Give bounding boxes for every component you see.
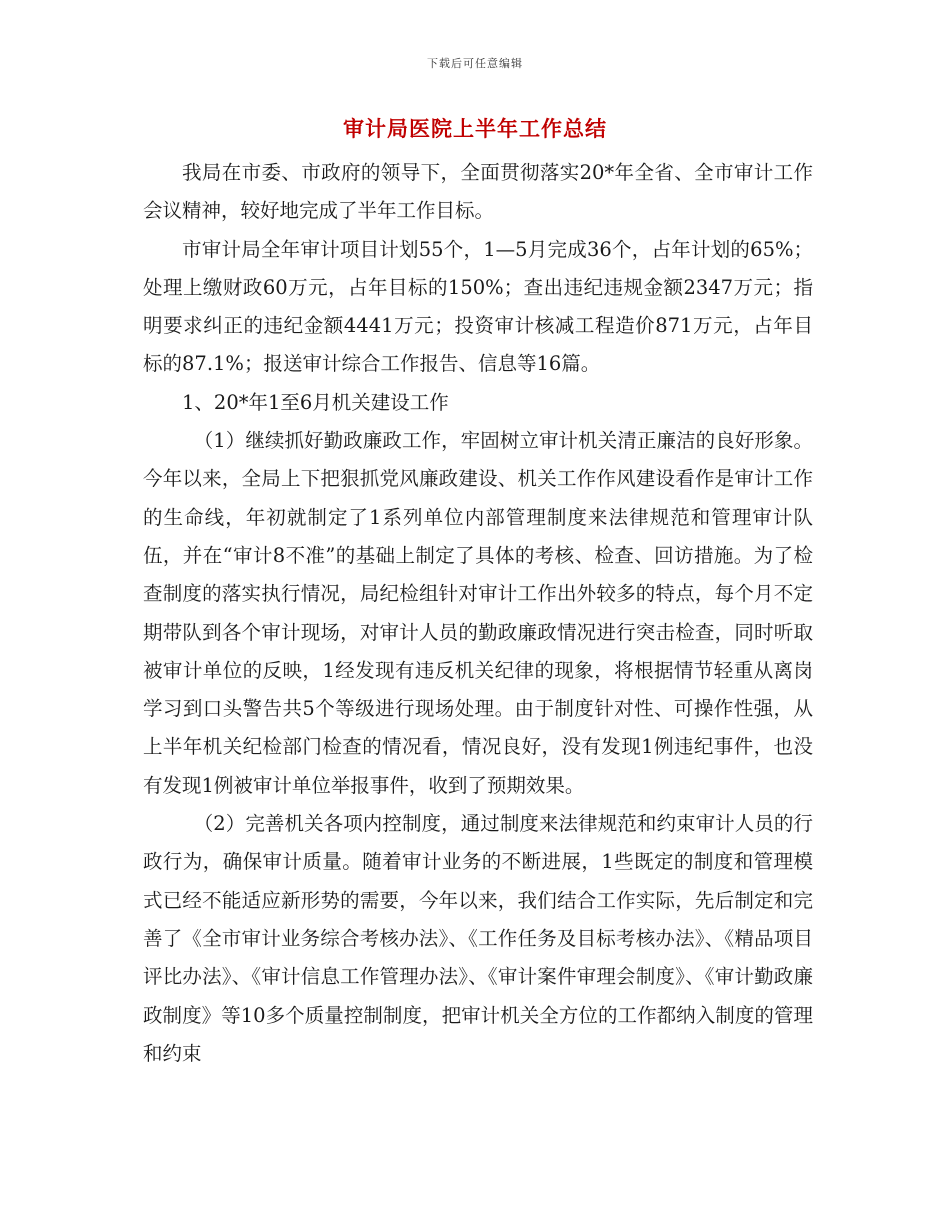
section-heading: 1、20*年1至6月机关建设工作: [182, 390, 449, 414]
paragraph-item-1: （1）继续抓好勤政廉政工作，牢固树立审计机关清正廉洁的良好形象。今年以来，全局上下把狠抓党风廉政建设、机关工作作风建设看作是审计工作的生命线，年初就制定了1系列单位内部管理制度来法律规范和管理审计队伍，并在“审计8不准”的基础上制定了具体的考核、检查、回访措施。为了检查制度的落实执行情况，局纪检组针对审计工作出外较多的特点，每个月不定期带队到各个审计现场，对审计人员的勤政廉政情况进行突击检查，同时听取被审计单位的反映，1经发现有违反机关纪律的现象，将根据情节轻重从离岗学习到口头警告共5个等级进行现场处理。由于制度针对性、可操作性强，从上半年机关纪检部门检查的情况看，情况良好，没有发现1例违纪事件，也没有发现1例被审计单位举报事件，收到了预期效果。: [143, 429, 813, 797]
header-note: 下载后可任意编辑: [427, 57, 523, 70]
paragraph-item-2: （2）完善机关各项内控制度，通过制度来法律规范和约束审计人员的行政行为，确保审计质量。随着审计业务的不断进展，1些既定的制度和管理模式已经不能适应新形势的需要，今年以来，我们结合工作实际，先后制定和完善了《全市审计业务综合考核办法》、《工作任务及目标考核办法》、《精品项目评比办法》、《审计信息工作管理办法》、《审计案件审理会制度》、《审计勤政廉政制度》等10多个质量控制制度，把审计机关全方位的工作都纳入制度的管理和约束: [143, 812, 813, 1065]
paragraph-statistics: 市审计局全年审计项目计划55个，1—5月完成36个，占年计划的65%；处理上缴财政60万元，占年目标的150%；查出违纪违规金额2347万元；指明要求纠正的违纪金额4441万元；投资审计核减工程造价871万元，占年目标的87.1%；报送审计综合工作报告、信息等16篇。: [143, 237, 813, 376]
paragraph-intro: 我局在市委、市政府的领导下，全面贯彻落实20*年全省、全市审计工作会议精神，较好地完成了半年工作目标。: [143, 161, 813, 223]
document-body: [143, 154, 813, 1073]
document-title: 审计局医院上半年工作总结: [343, 116, 607, 141]
